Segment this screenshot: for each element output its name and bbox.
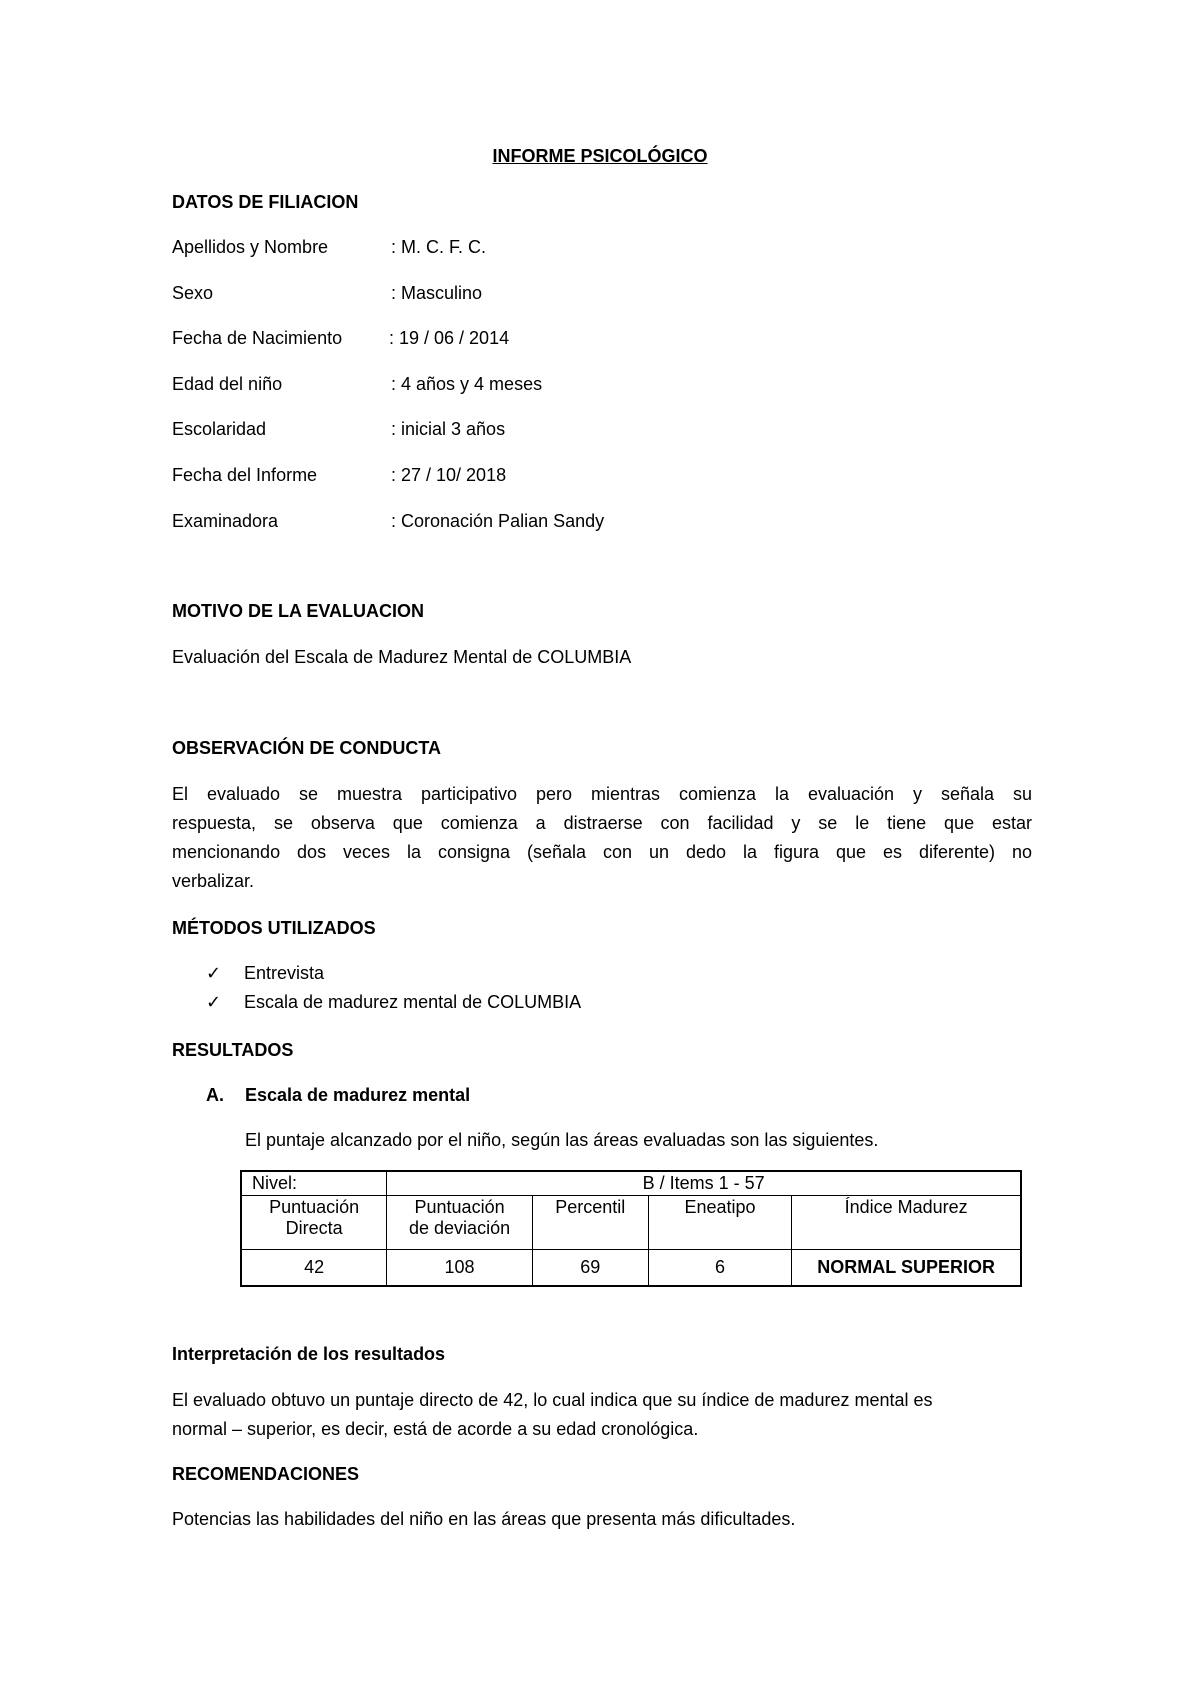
- motivo-text: Evaluación del Escala de Madurez Mental de COLUMBIA: [172, 647, 632, 667]
- field-label-fecha-informe: Fecha del Informe: [172, 465, 318, 485]
- header-line: Puntuación: [269, 1197, 360, 1217]
- table-row: [241, 1171, 1021, 1196]
- field-value-examinadora: : Coronación Palian Sandy: [391, 511, 605, 531]
- table-row: [241, 1250, 1021, 1286]
- header-line: Puntuación: [414, 1197, 505, 1217]
- subsection-heading: Escala de madurez mental: [245, 1085, 471, 1105]
- table-header-row: [241, 1196, 1021, 1250]
- header-line: Índice Madurez: [844, 1197, 968, 1217]
- header-cell-eneatipo: [648, 1196, 792, 1250]
- observacion-line: El evaluado se muestra participativo pero mientras comienza la evaluación y señala su: [172, 784, 1032, 804]
- field-label-escolaridad: Escolaridad: [172, 419, 267, 439]
- field-label-nombre: Apellidos y Nombre: [172, 237, 329, 257]
- observacion-line: mencionando dos veces la consigna (señala con un dedo la figura que es diferente) no: [172, 842, 1032, 862]
- field-value-edad: : 4 años y 4 meses: [391, 374, 543, 394]
- report-title: INFORME PSICOLÓGICO: [492, 146, 708, 166]
- field-label-sexo: Sexo: [172, 283, 214, 303]
- header-cell-percentil: [532, 1196, 648, 1250]
- header-line: Eneatipo: [684, 1197, 756, 1217]
- interpretacion-paragraph: [172, 1386, 1032, 1444]
- nivel-value-cell: B / Items 1 - 57: [387, 1171, 1021, 1196]
- field-label-nacimiento: Fecha de Nacimiento: [172, 328, 343, 348]
- field-label-edad: Edad del niño: [172, 374, 283, 394]
- metodo-label: Entrevista: [244, 963, 325, 983]
- nivel-label-cell: Nivel:: [241, 1171, 387, 1196]
- metodo-label: Escala de madurez mental de COLUMBIA: [244, 992, 582, 1012]
- header-cell-directa: [241, 1196, 387, 1250]
- check-icon: ✓: [206, 992, 222, 1012]
- field-value-sexo: : Masculino: [391, 283, 483, 303]
- value-cell-directa: 42: [241, 1250, 387, 1286]
- field-value-escolaridad: : inicial 3 años: [391, 419, 506, 439]
- field-value-fecha-informe: : 27 / 10/ 2018: [391, 465, 507, 485]
- header-line: Percentil: [555, 1197, 626, 1217]
- subsection-marker: A.: [206, 1085, 224, 1105]
- observacion-line: verbalizar.: [172, 871, 255, 891]
- header-cell-desviacion: [387, 1196, 533, 1250]
- observacion-heading: OBSERVACIÓN DE CONDUCTA: [172, 738, 442, 758]
- value-cell-percentil: 69: [532, 1250, 648, 1286]
- header-line: de deviación: [409, 1218, 511, 1238]
- results-table: [240, 1170, 1022, 1287]
- value-cell-desviacion: 108: [387, 1250, 533, 1286]
- metodos-heading: MÉTODOS UTILIZADOS: [172, 918, 376, 938]
- check-icon: ✓: [206, 963, 222, 983]
- field-label-examinadora: Examinadora: [172, 511, 279, 531]
- field-value-nombre: : M. C. F. C.: [391, 237, 487, 257]
- value-cell-indice: NORMAL SUPERIOR: [792, 1250, 1021, 1286]
- interpretacion-line: El evaluado obtuvo un puntaje directo de 42, lo cual indica que su índice de madurez mental es: [172, 1390, 933, 1410]
- recomendaciones-text: Potencias las habilidades del niño en las áreas que presenta más dificultades.: [172, 1509, 796, 1529]
- list-item: [206, 959, 581, 988]
- value-cell-eneatipo: 6: [648, 1250, 792, 1286]
- field-value-nacimiento: : 19 / 06 / 2014: [389, 328, 510, 348]
- recomendaciones-heading: RECOMENDACIONES: [172, 1464, 360, 1484]
- observacion-line: respuesta, se observa que comienza a distraerse con facilidad y se le tiene que estar: [172, 813, 1032, 833]
- metodos-list: [206, 959, 581, 1017]
- interpretacion-heading: Interpretación de los resultados: [172, 1344, 446, 1364]
- resultados-intro: El puntaje alcanzado por el niño, según las áreas evaluadas son las siguientes.: [245, 1130, 879, 1150]
- header-line: Directa: [285, 1218, 343, 1238]
- filiacion-heading: DATOS DE FILIACION: [172, 192, 359, 212]
- motivo-heading: MOTIVO DE LA EVALUACION: [172, 601, 424, 621]
- interpretacion-line: normal – superior, es decir, está de acorde a su edad cronológica.: [172, 1419, 699, 1439]
- resultados-heading: RESULTADOS: [172, 1040, 294, 1060]
- observacion-paragraph: [172, 780, 1032, 896]
- header-cell-indice: [792, 1196, 1021, 1250]
- list-item: [206, 988, 581, 1017]
